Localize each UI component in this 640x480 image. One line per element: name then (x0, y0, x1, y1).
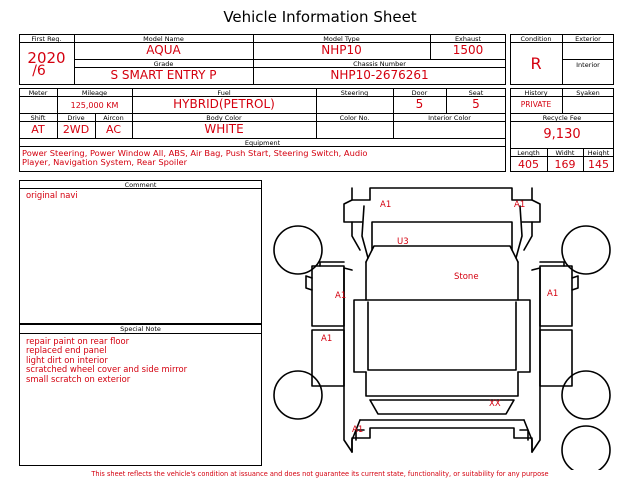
equipment-label: Equipment (244, 139, 281, 147)
width-value: 169 (554, 158, 576, 171)
equipment-line-2: Player, Navigation System, Rear Spoiler (22, 157, 188, 167)
aircon-label: Aircon (103, 114, 124, 122)
mark-left-rear-door: A1 (321, 334, 333, 344)
hood-line-right (516, 206, 522, 258)
first-reg-label: First Reg. (31, 35, 62, 43)
fuel-label: Fuel (217, 89, 231, 97)
grade-value: S SMART ENTRY P (110, 68, 217, 82)
fuel-value: HYBRID(PETROL) (173, 97, 275, 111)
seat-value: 5 (472, 97, 480, 111)
length-value: 405 (518, 158, 539, 171)
exhaust-value: 1500 (452, 43, 484, 57)
windshield (366, 246, 518, 262)
special-note-label: Special Note (120, 325, 161, 333)
special-note-line: small scratch on exterior (26, 373, 131, 384)
height-value: 145 (588, 158, 609, 171)
model-type-label: Model Type (323, 35, 360, 43)
special-note-line: repair paint on rear floor (26, 336, 130, 346)
history-value: PRIVATE (520, 100, 552, 109)
mark-windshield: U3 (397, 237, 409, 247)
comment-text: original navi (26, 190, 78, 200)
mark-right-front-door: A1 (547, 289, 559, 299)
model-type: NHP10 (321, 43, 362, 57)
mark-rear-left: A1 (352, 425, 364, 435)
condition-label: Condition (520, 35, 552, 43)
steering-label: Steering (340, 89, 369, 97)
special-note-list (26, 337, 187, 384)
exhaust-label: Exhaust (454, 35, 482, 43)
spare-wheel (562, 426, 610, 470)
mileage-value: 125,000 KM (70, 101, 119, 110)
model-name-label: Model Name (143, 35, 184, 43)
special-note-line: scratched wheel cover and side mirror (26, 364, 188, 375)
aircon-value: AC (105, 123, 121, 136)
drive-value: 2WD (62, 123, 90, 136)
hood-line-left (362, 206, 368, 258)
first-reg-month: /6 (32, 63, 46, 79)
body-color-label: Body Color (206, 114, 242, 122)
interior-label: Interior (576, 61, 600, 69)
history-label: History (524, 89, 548, 97)
body-side-right (532, 268, 540, 452)
syaken-label: Syaken (576, 89, 600, 97)
seat-label: Seat (468, 89, 484, 97)
width-label: Widht (555, 149, 575, 157)
special-note-line: light dirt on interior (26, 354, 108, 365)
vehicle-damage-diagram (270, 178, 620, 470)
interior-color-label: Interior Color (428, 114, 471, 122)
wheel-rear-right (562, 371, 610, 419)
door-rear-right (540, 330, 572, 386)
recycle-fee-label: Recycle Fee (542, 114, 582, 122)
length-label: Length (517, 149, 540, 157)
meter-label: Meter (28, 89, 48, 97)
color-no-label: Color No. (339, 114, 370, 122)
front-fender-right (524, 200, 540, 250)
first-reg-year: 2020 (27, 49, 66, 67)
equipment-line-1: Power Steering, Power Window All, ABS, Air Bag, Push Start, Steering Switch, Audio (22, 148, 368, 158)
body-color-value: WHITE (204, 122, 244, 136)
roof (366, 262, 518, 300)
wheel-rear-left (274, 371, 322, 419)
shift-value: AT (31, 123, 45, 136)
mark-front-right: A1 (514, 200, 526, 210)
shift-label: Shift (30, 114, 46, 122)
front-outline (352, 188, 532, 200)
mark-rear-bumper: XX (489, 399, 501, 409)
chassis-value: NHP10-2676261 (330, 68, 429, 82)
model-name: AQUA (146, 43, 181, 57)
mark-left-front-door: A1 (335, 291, 347, 301)
door-value: 5 (415, 97, 424, 111)
grade-label: Grade (153, 60, 174, 68)
condition-grade: R (530, 54, 542, 73)
door-label: Door (411, 89, 428, 97)
footer-disclaimer: This sheet reflects the vehicle's condition at issuance and does not guarantee its current state, functionality, or suitability for any purpose (91, 470, 549, 478)
mileage-label: Mileage (81, 89, 108, 97)
sheet-title: Vehicle Information Sheet (223, 8, 417, 26)
special-note-line: replaced end panel (26, 345, 107, 356)
rear-bumper (352, 428, 532, 452)
height-label: Height (587, 149, 610, 157)
comment-label: Comment (124, 181, 157, 189)
recycle-fee-value: 9,130 (543, 127, 581, 142)
exterior-label: Exterior (575, 35, 601, 43)
chassis-label: Chassis Number (353, 60, 406, 68)
drive-label: Drive (67, 114, 85, 122)
mark-front-left: A1 (380, 200, 392, 210)
mark-roof: Stone (454, 272, 479, 282)
front-fender-left (344, 200, 360, 250)
comment-box (19, 180, 262, 324)
